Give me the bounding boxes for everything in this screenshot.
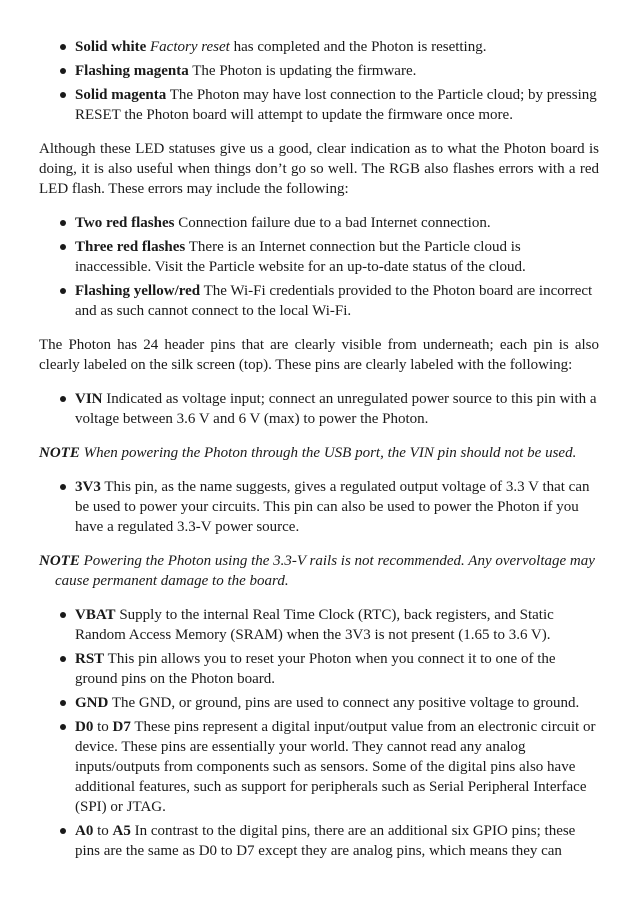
vin-list bbox=[39, 389, 599, 429]
paragraph-errors: Although these LED statuses give us a good, clear indication as to what the Photon board is doing, it is also useful when things don’t go so well. The RGB also flashes errors with a red LED flash. These errors may include the following: bbox=[39, 141, 599, 197]
note-text: Powering the Photon using the 3.3-V rails is not recommended. Any overvoltage may cause permanent damage to the board. bbox=[55, 553, 595, 589]
connector: to bbox=[93, 823, 113, 839]
term: GND bbox=[75, 695, 109, 711]
list-item bbox=[39, 477, 599, 537]
term: Two red flashes bbox=[75, 215, 175, 231]
list-item bbox=[39, 389, 599, 429]
list-item bbox=[39, 61, 599, 81]
description: There is an Internet connection but the Particle cloud is inaccessible. Visit the Particle website for an up-to-date status of the cloud. bbox=[75, 239, 526, 275]
term: 3V3 bbox=[75, 479, 101, 495]
description: In contrast to the digital pins, there are an additional six GPIO pins; these pins are the same as D0 to D7 except they are analog pins, which means they can bbox=[75, 823, 576, 859]
note-label: NOTE bbox=[39, 445, 80, 461]
list-item bbox=[39, 605, 599, 645]
term: D7 bbox=[112, 719, 131, 735]
led-status-list bbox=[39, 37, 599, 125]
emphasis: Factory reset bbox=[150, 39, 230, 55]
term: VBAT bbox=[75, 607, 116, 623]
description: These pins represent a digital input/output value from an electronic circuit or device. These pins are essentially your world. They cannot read any analog inputs/outputs from components such as sensors. Some of the digital pins also have additional features, such as support for peripherals such as Serial Peripheral Interface (SPI) or JTAG. bbox=[75, 719, 596, 815]
v3-list bbox=[39, 477, 599, 537]
term: Solid magenta bbox=[75, 87, 167, 103]
note-usb bbox=[39, 443, 599, 463]
list-item bbox=[39, 85, 599, 125]
description: Indicated as voltage input; connect an unregulated power source to this pin with a voltage between 3.6 V and 6 V (max) to power the Photon. bbox=[75, 391, 597, 427]
list-item bbox=[39, 281, 599, 321]
description: The GND, or ground, pins are used to connect any positive voltage to ground. bbox=[108, 695, 580, 711]
description: has completed and the Photon is resetting. bbox=[229, 39, 487, 55]
term: VIN bbox=[75, 391, 103, 407]
list-item bbox=[39, 821, 599, 861]
list-item bbox=[39, 717, 599, 817]
term: Flashing yellow/red bbox=[75, 283, 201, 299]
term: RST bbox=[75, 651, 105, 667]
note-label: NOTE bbox=[39, 553, 80, 569]
term: A5 bbox=[112, 823, 131, 839]
note-3v3 bbox=[39, 551, 599, 591]
description: The Wi-Fi credentials provided to the Photon board are incorrect and as such cannot connect to the local Wi-Fi. bbox=[75, 283, 593, 319]
description: Supply to the internal Real Time Clock (RTC), back registers, and Static Random Access Memory (SRAM) when the 3V3 is not present (1.65 to 3.6 V). bbox=[75, 607, 554, 643]
document-page bbox=[39, 37, 599, 865]
term: Solid white bbox=[75, 39, 147, 55]
term: D0 bbox=[75, 719, 94, 735]
description: This pin allows you to reset your Photon when you connect it to one of the ground pins on the Photon board. bbox=[75, 651, 556, 687]
list-item bbox=[39, 213, 599, 233]
description: Connection failure due to a bad Internet connection. bbox=[174, 215, 491, 231]
term: A0 bbox=[75, 823, 94, 839]
note-text: When powering the Photon through the USB port, the VIN pin should not be used. bbox=[79, 445, 577, 461]
description: The Photon is updating the firmware. bbox=[188, 63, 417, 79]
list-item bbox=[39, 237, 599, 277]
paragraph-pins: The Photon has 24 header pins that are clearly visible from underneath; each pin is also clearly labeled on the silk screen (top). These pins are clearly labeled with the following: bbox=[39, 337, 599, 373]
pin-list bbox=[39, 605, 599, 861]
error-list bbox=[39, 213, 599, 321]
connector: to bbox=[93, 719, 113, 735]
term: Flashing magenta bbox=[75, 63, 189, 79]
description: The Photon may have lost connection to the Particle cloud; by pressing RESET the Photon board will attempt to update the firmware once more. bbox=[75, 87, 597, 123]
list-item bbox=[39, 37, 599, 57]
list-item bbox=[39, 693, 599, 713]
description: This pin, as the name suggests, gives a regulated output voltage of 3.3 V that can be used to power your circuits. This pin can also be used to power the Photon if you have a regulated 3.3-V power source. bbox=[75, 479, 590, 535]
term: Three red flashes bbox=[75, 239, 186, 255]
list-item bbox=[39, 649, 599, 689]
